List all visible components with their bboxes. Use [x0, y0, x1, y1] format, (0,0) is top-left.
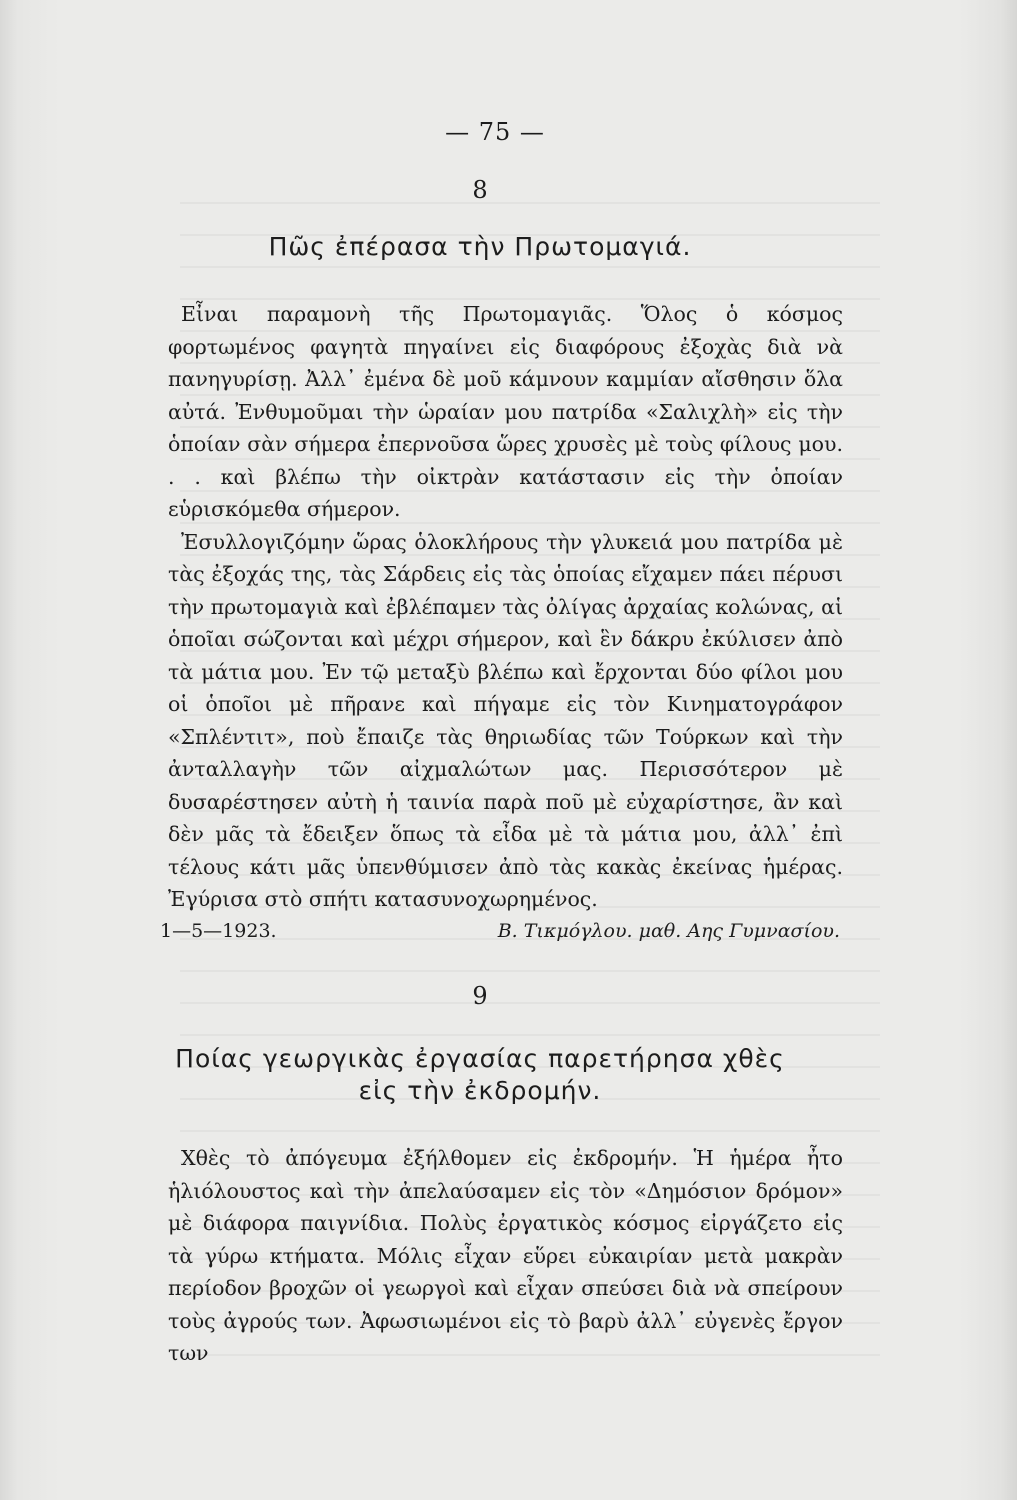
- section-9-body: [168, 1142, 843, 1370]
- signature-author: Β. Τικμόγλου. μαθ. Αης Γυμνασίου.: [497, 920, 840, 942]
- section-9-paragraph-1: Χθὲς τὸ ἀπόγευμα ἐξήλθομεν εἰς ἐκδρομήν. Ἡ ἡμέρα ἦτο ἡλιόλουστος καὶ τὴν ἀπελαύσαμεν εἰς τὸν «Δημόσιον δρόμον» μὲ διάφορα παιγνίδια. Πολὺς ἐργατικὸς κόσμος εἰργάζετο εἰς τὰ γύρω κτήματα. Μόλις εἶχαν εὕρει εὐκαιρίαν μετὰ μακρὰν περίοδον βροχῶν οἱ γεωργοὶ καὶ εἶχαν σπεύσει διὰ νὰ σπείρουν τοὺς ἀγρούς των. Ἀφωσιωμένοι εἰς τὸ βαρὺ ἀλλ᾽ εὐγενὲς ἔργον των: [168, 1146, 843, 1365]
- section-8-paragraph-1: Εἶναι παραμονὴ τῆς Πρωτομαγιᾶς. Ὅλος ὁ κόσμος φορτωμένος φαγητὰ πηγαίνει εἰς διαφόρους ἐξοχὰς διὰ νὰ πανηγυρίσῃ. Ἀλλ᾽ ἐμένα δὲ μοῦ κάμνουν καμμίαν αἴσθησιν ὅλα αὐτά. Ἐνθυμοῦμαι τὴν ὡραίαν μου πατρίδα «Σαλιχλὴ» εἰς τὴν ὁποίαν σὰν σήμερα ἐπερνοῦσα ὥρες χρυσὲς μὲ τοὺς φίλους μου. . . καὶ βλέπω τὴν οἰκτρὰν κατάστασιν εἰς τὴν ὁποίαν εὑρισκόμεθα σήμερον.: [168, 302, 843, 521]
- signature-row: [160, 920, 840, 950]
- section-9-title-line-2: εἰς τὴν ἐκδρομήν.: [358, 1076, 602, 1105]
- page-number: — 75 —: [445, 118, 545, 146]
- signature-date: 1—5—1923.: [160, 920, 277, 942]
- section-8-body: [168, 298, 843, 916]
- section-8-number: 8: [472, 176, 488, 204]
- section-8-title: Πῶς ἐπέρασα τὴν Πρωτομαγιά.: [268, 232, 692, 261]
- section-8-paragraph-2: Ἐσυλλογιζόμην ὥρας ὁλοκλήρους τὴν γλυκειά μου πατρίδα μὲ τὰς ἐξοχάς της, τὰς Σάρδεις εἰς τὰς ὁποίας εἴχαμεν πάει πέρυσι τὴν πρωτομαγιὰ καὶ ἐβλέπαμεν τὰς ὀλίγας ἀρχαίας κολώνας, αἱ ὁποῖαι σώζονται καὶ μέχρι σήμερον, καὶ ἓν δάκρυ ἐκύλισεν ἀπὸ τὰ μάτια μου. Ἐν τῷ μεταξὺ βλέπω καὶ ἔρχονται δύο φίλοι μου οἱ ὁποῖοι μὲ πῆρανε καὶ πήγαμε εἰς τὸν Κινηματογράφον «Σπλέντιτ», ποὺ ἔπαιζε τὰς θηριωδίας τῶν Τούρκων καὶ τὴν ἀνταλλαγὴν τῶν αἰχμαλώτων μας. Περισσότερον μὲ δυσαρέστησεν αὐτὴ ἡ ταινία παρὰ ποῦ μὲ εὐχαρίστησε, ἂν καὶ δὲν μᾶς τὰ ἔδειξεν ὅπως τὰ εἶδα μὲ τὰ μάτια μου, ἀλλ᾽ ἐπὶ τέλους κάτι μᾶς ὑπενθύμισεν ἀπὸ τὰς κακὰς ἐκείνας ἡμέρας. Ἐγύρισα στὸ σπήτι κατασυνοχωρημένος.: [168, 529, 843, 911]
- section-9-number: 9: [472, 982, 488, 1010]
- section-9-title-line-1: Ποίας γεωργικὰς ἐργασίας παρετήρησα χθὲς: [175, 1044, 785, 1073]
